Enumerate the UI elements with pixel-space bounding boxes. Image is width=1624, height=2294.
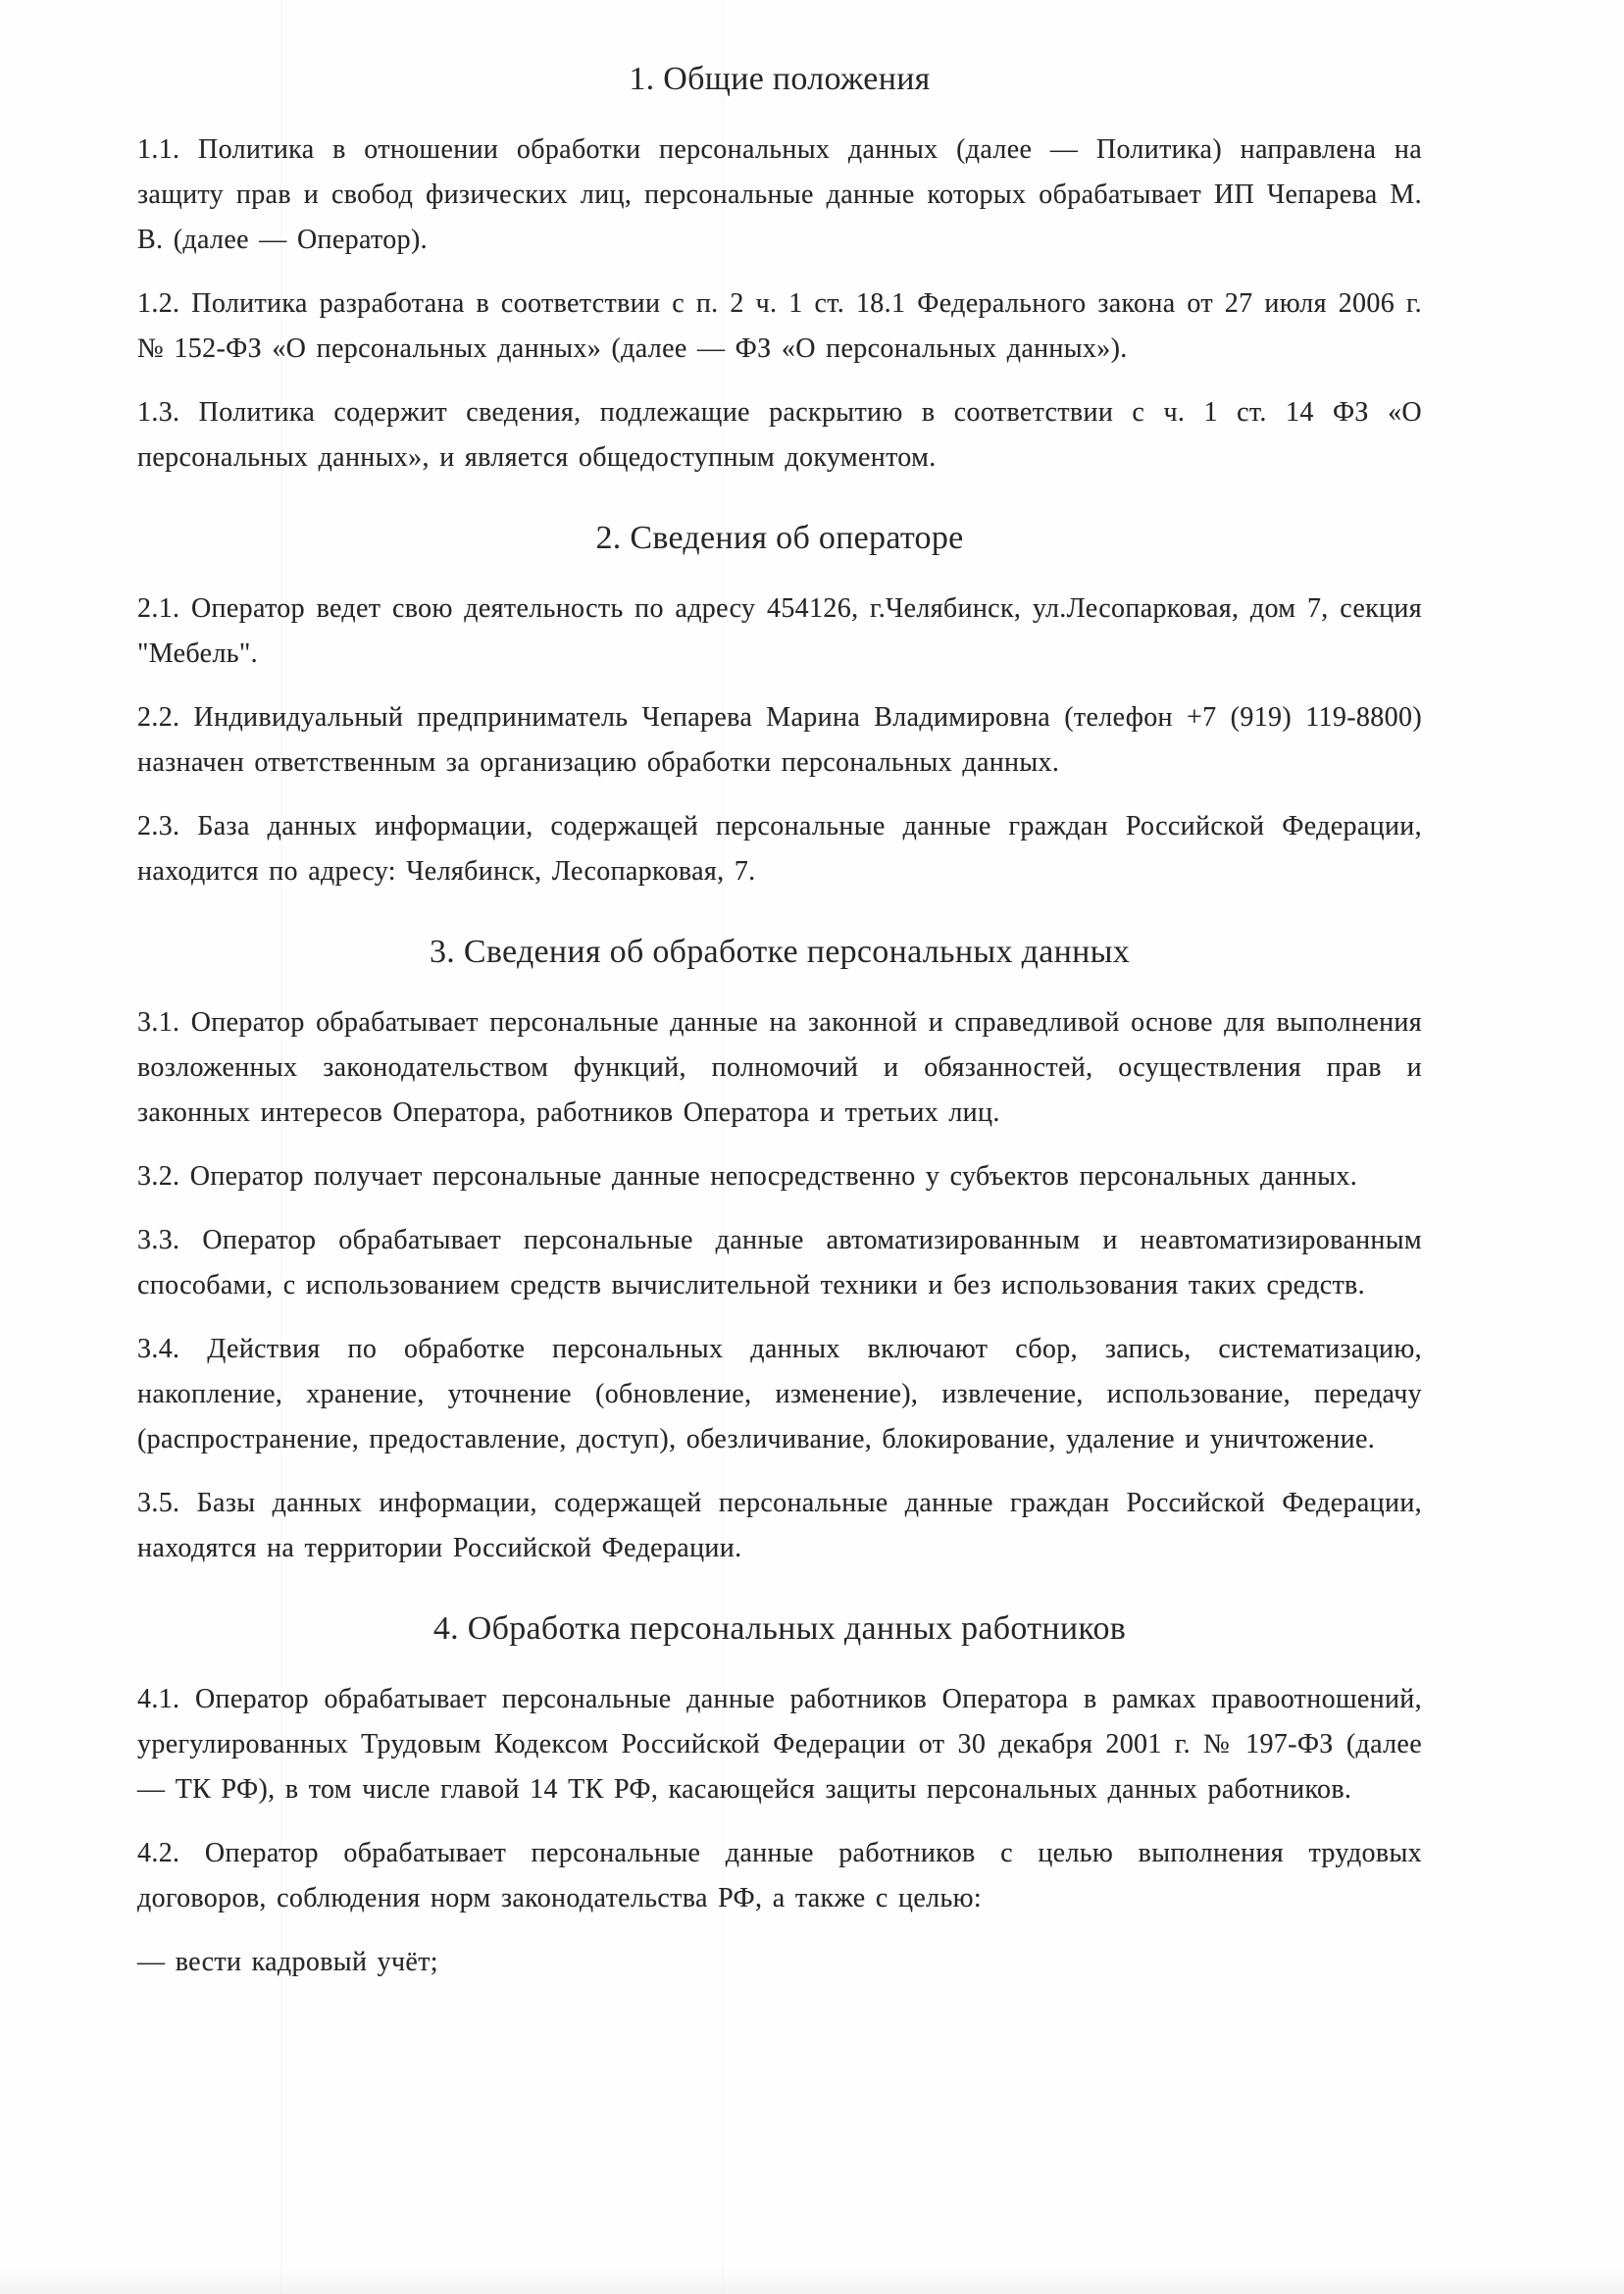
section-heading-processing-info: 3. Сведения об обработке персональных данных <box>429 934 1131 970</box>
scan-edge-shadow <box>0 2269 1624 2294</box>
paragraph-3-4: 3.4. Действия по обработке персональных данных включают сбор, запись, систематизацию, накопление, хранение, уточнение (обновление, изменение), извлечение, использование, передачу (распространение, предоставление, доступ), обезличивание, блокирование, удаление и уничтожение. <box>137 1334 1422 1454</box>
paragraph-4-2: 4.2. Оператор обрабатывает персональные данные работников с целью выполнения трудовых договоров, соблюдения норм законодательства РФ, а также с целью: <box>137 1838 1422 1913</box>
section-heading-operator-info: 2. Сведения об операторе <box>595 520 964 556</box>
paragraph-3-3: 3.3. Оператор обрабатывает персональные данные автоматизированным и неавтоматизированным способами, с использованием средств вычислительной техники и без использования таких средств. <box>137 1225 1422 1300</box>
paragraph-3-1: 3.1. Оператор обрабатывает персональные данные на законной и справедливой основе для выполнения возложенных законодательством функций, полномочий и обязанностей, осуществления прав и законных интересов Оператора, работников Оператора и третьих лиц. <box>137 1007 1422 1128</box>
paragraph-3-2: 3.2. Оператор получает персональные данные непосредственно у субъектов персональных данных. <box>137 1161 1358 1192</box>
list-item-dash: — вести кадровый учёт; <box>137 1947 438 1977</box>
section-processing-info <box>137 934 1422 1571</box>
paragraph-2-2: 2.2. Индивидуальный предприниматель Чепарева Марина Владимировна (телефон +7 (919) 119-8800) назначен ответственным за организацию обработки персональных данных. <box>137 702 1422 778</box>
paragraph-2-3: 2.3. База данных информации, содержащей персональные данные граждан Российской Федерации, находится по адресу: Челябинск, Лесопарковая, 7. <box>137 811 1422 887</box>
paragraph-3-5: 3.5. Базы данных информации, содержащей персональные данные граждан Российской Федерации, находятся на территории Российской Федерации. <box>137 1488 1422 1563</box>
section-employee-data <box>137 1610 1422 1985</box>
paragraph-2-1: 2.1. Оператор ведет свою деятельность по адресу 454126, г.Челябинск, ул.Лесопарковая, дом 7, секция "Мебель". <box>137 593 1422 669</box>
paragraph-1-1: 1.1. Политика в отношении обработки персональных данных (далее — Политика) направлена на защиту прав и свобод физических лиц, персональные данные которых обрабатывает ИП Чепарева М. В. (далее — Оператор). <box>137 134 1422 255</box>
paragraph-1-3: 1.3. Политика содержит сведения, подлежащие раскрытию в соответствии с ч. 1 ст. 14 ФЗ «О персональных данных», и является общедоступным документом. <box>137 397 1422 473</box>
section-heading-employee-data: 4. Обработка персональных данных работников <box>432 1610 1127 1647</box>
section-heading-general-provisions: 1. Общие положения <box>629 61 931 97</box>
section-general-provisions <box>137 61 1422 481</box>
section-operator-info <box>137 520 1422 894</box>
paragraph-4-1: 4.1. Оператор обрабатывает персональные данные работников Оператора в рамках правоотношений, урегулированных Трудовым Кодексом Российской Федерации от 30 декабря 2001 г. № 197-ФЗ (далее — ТК РФ), в том числе главой 14 ТК РФ, касающейся защиты персональных данных работников. <box>137 1684 1422 1805</box>
paragraph-1-2: 1.2. Политика разработана в соответствии с п. 2 ч. 1 ст. 18.1 Федерального закона от 27 июля 2006 г. № 152-ФЗ «О персональных данных» (далее — ФЗ «О персональных данных»). <box>137 288 1422 364</box>
